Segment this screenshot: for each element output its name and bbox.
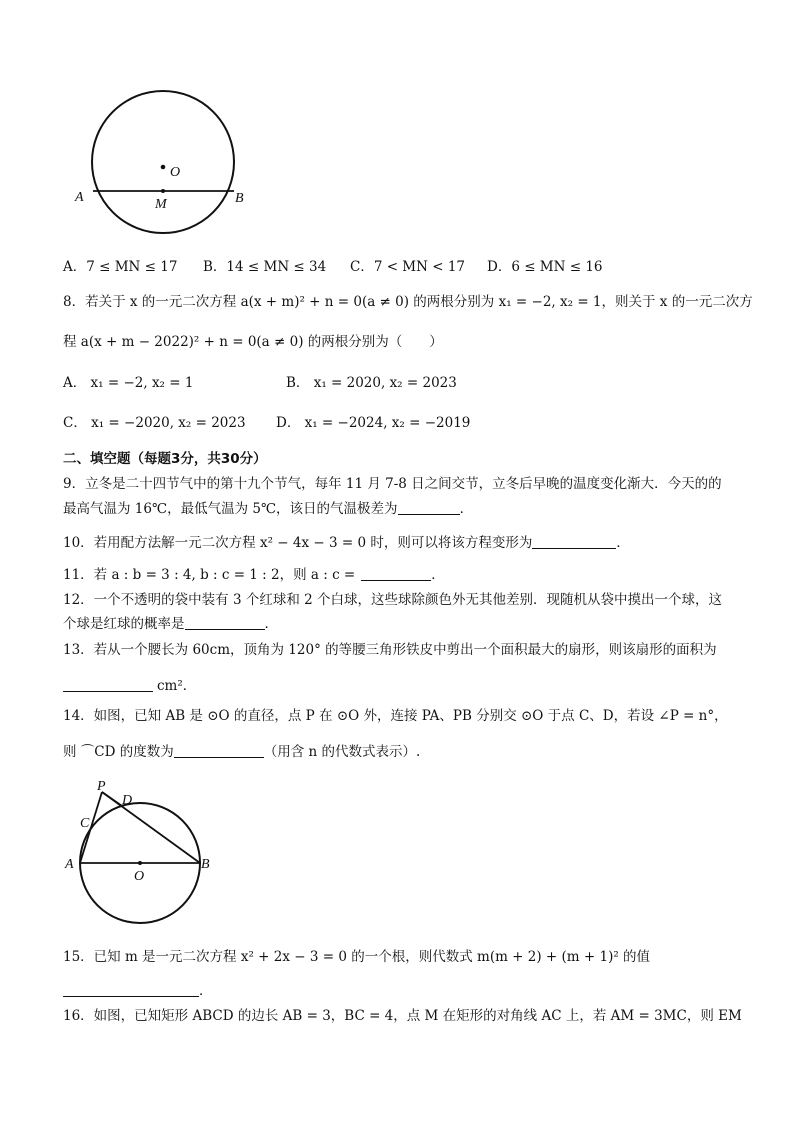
q15-end-mark: ．: [199, 983, 213, 999]
q13-stem-line2: [63, 676, 196, 696]
q8-option-a: A． x₁ = −2, x₂ = 1: [63, 375, 194, 391]
q14-stem-text-b: （用含 n 的代数式表示）.: [263, 744, 421, 760]
label-o: O: [170, 165, 181, 180]
q11-answer-blank[interactable]: [361, 566, 431, 581]
q11-end-mark: ．: [431, 567, 445, 583]
q15-answer-blank[interactable]: [63, 982, 199, 997]
q8-stem-line1: 8．若关于 x 的一元二次方程 a(x + m)² + n = 0(a ≠ 0) 的两根分别为 x₁ = −2, x₂ = 1，则关于 x 的一元二次方: [63, 294, 753, 310]
q12-stem-text: 个球是红球的概率是: [63, 616, 185, 632]
q11-stem-text: 11．若 a : b = 3 : 4, b : c = 1 : 2，则 a : c =: [63, 567, 356, 583]
q9-stem-text: 最高气温为 16℃，最低气温为 5℃，该日的气温极差为: [63, 501, 398, 517]
label-b-2: B: [201, 857, 210, 872]
q7-option-c: C．7 < MN < 17: [350, 259, 466, 275]
label-o-2: O: [134, 869, 145, 884]
q14-stem-text-a: 则 ⌒CD 的度数为: [63, 744, 174, 760]
q13-unit: cm²．: [157, 678, 197, 694]
q7-option-a: A．7 ≤ MN ≤ 17: [63, 259, 178, 275]
q9-end-mark: ．: [459, 501, 474, 517]
label-a-2: A: [65, 857, 74, 872]
q7-option-b: B．14 ≤ MN ≤ 34: [203, 259, 327, 275]
center-point-o: [161, 165, 166, 170]
center-point-o-2: [138, 861, 142, 865]
label-m: M: [155, 197, 167, 212]
q10-stem: [63, 533, 630, 553]
q9-stem-line1: 9．立冬是二十四节气中的第十九个节气，每年 11 月 7-8 日之间交节，立冬后早晚的温度变化渐大．今天的的: [63, 476, 722, 492]
q12-answer-blank[interactable]: [185, 615, 265, 630]
figure-circle-diameter: [62, 776, 222, 936]
q12-stem-line2: [63, 614, 278, 634]
figure-circle-chord: [70, 88, 250, 248]
q14-stem-line1: 14．如图，已知 AB 是 ⊙O 的直径，点 P 在 ⊙O 外，连接 PA、PB 分别交 ⊙O 于点 C、D，若设 ∠P = n°，: [63, 708, 728, 724]
point-m: [161, 189, 165, 193]
segment-pd: [102, 792, 122, 806]
label-a: A: [75, 190, 84, 205]
q12-stem-line1: 12．一个不透明的袋中装有 3 个红球和 2 个白球，这些球除颜色外无其他差别．现随机从袋中摸出一个球，这: [63, 592, 723, 608]
label-d: D: [122, 793, 133, 808]
q11-stem: [63, 565, 445, 585]
q14-answer-blank[interactable]: [174, 743, 264, 758]
q9-answer-blank[interactable]: [398, 500, 460, 515]
q15-stem-line2: [63, 981, 213, 1001]
label-p: P: [97, 779, 106, 794]
q8-option-b: B． x₁ = 2020, x₂ = 2023: [286, 375, 457, 391]
section-heading-fill-in: 二、填空题（每题3分，共30分）: [63, 451, 267, 467]
q13-stem-line1: 13．若从一个腰长为 60cm，顶角为 120° 的等腰三角形铁皮中剪出一个面积最大的扇形，则该扇形的面积为: [63, 642, 717, 658]
q7-option-d: D．6 ≤ MN ≤ 16: [487, 259, 603, 275]
q8-option-d: D． x₁ = −2024, x₂ = −2019: [276, 415, 471, 431]
q12-end-mark: ．: [264, 616, 278, 632]
q16-stem-line1: 16．如图，已知矩形 ABCD 的边长 AB = 3，BC = 4，点 M 在矩形的对角线 AC 上，若 AM = 3MC，则 EM: [63, 1008, 742, 1024]
q10-stem-text: 10．若用配方法解一元二次方程 x² − 4x − 3 = 0 时，则可以将该方程变形为: [63, 535, 533, 551]
q13-answer-blank[interactable]: [63, 677, 153, 692]
label-c: C: [80, 816, 90, 831]
q8-stem-line2: 程 a(x + m − 2022)² + n = 0(a ≠ 0) 的两根分别为（ ）: [63, 334, 443, 350]
q10-end-mark: ．: [616, 535, 630, 551]
q14-stem-line2: [63, 742, 420, 762]
q8-option-c: C． x₁ = −2020, x₂ = 2023: [63, 415, 246, 431]
q10-answer-blank[interactable]: [532, 534, 616, 549]
label-b: B: [235, 191, 244, 206]
q9-stem-line2: [63, 499, 473, 519]
q15-stem-line1: 15．已知 m 是一元二次方程 x² + 2x − 3 = 0 的一个根，则代数式 m(m + 2) + (m + 1)² 的值: [63, 949, 651, 965]
